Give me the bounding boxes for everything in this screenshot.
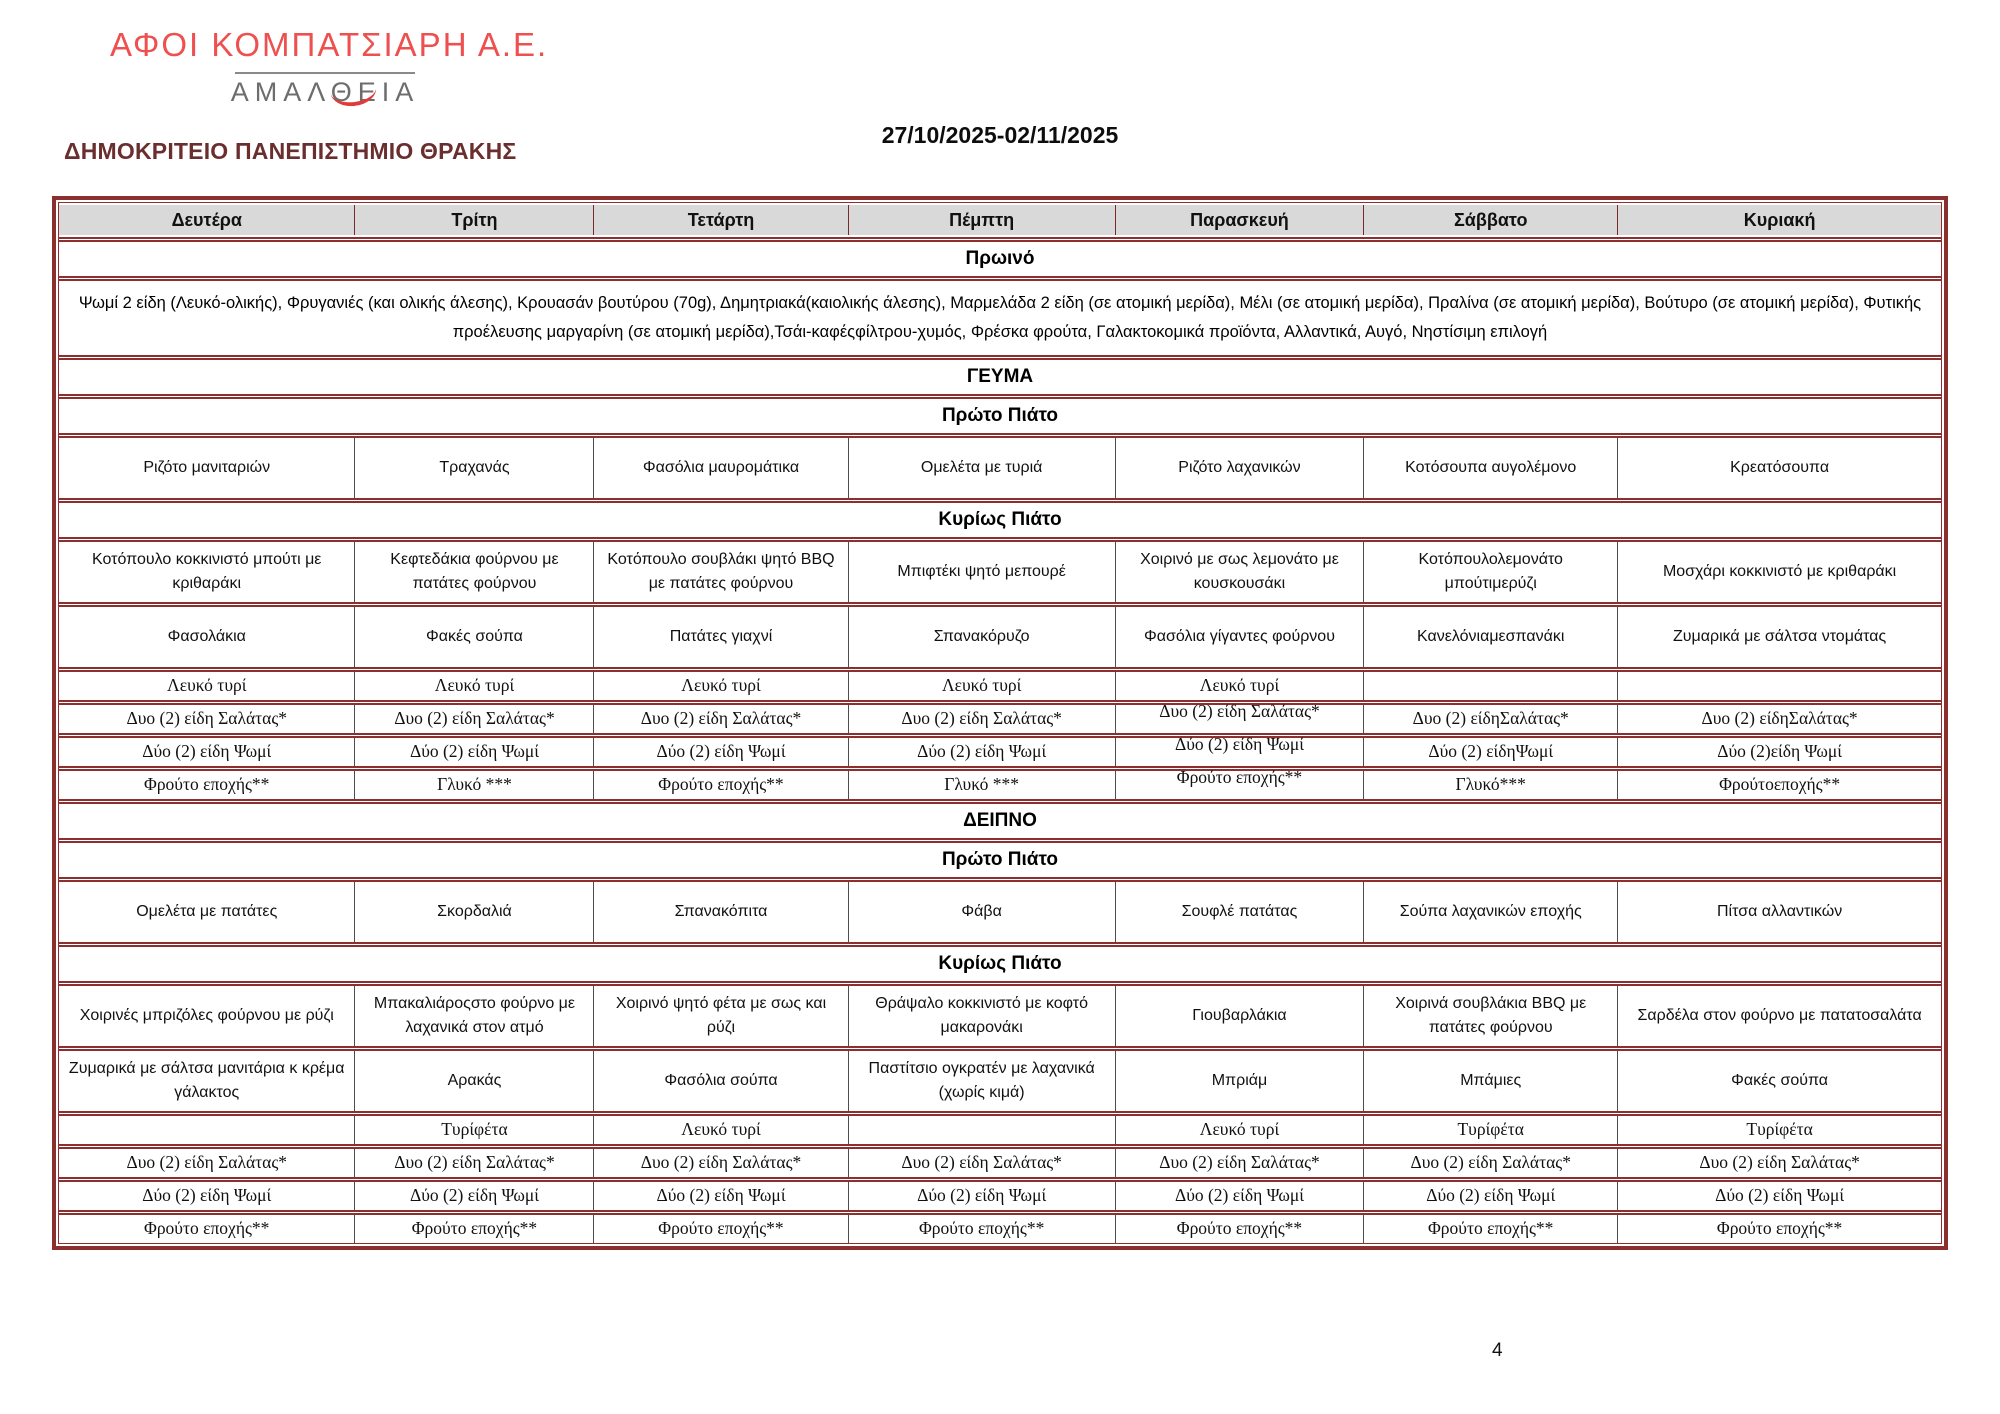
table-cell bbox=[1115, 701, 1363, 733]
cell-text: Ομελέτα με τυριά bbox=[920, 458, 1043, 476]
table-cell bbox=[59, 1051, 354, 1111]
table-cell bbox=[1617, 438, 1941, 498]
cell-text: Δύο (2) είδη Ψωμί bbox=[917, 741, 1047, 762]
cell-text: Φρούτο εποχής** bbox=[144, 1218, 270, 1239]
cell-text: Φρούτο εποχής** bbox=[411, 1218, 538, 1239]
table-cell bbox=[1363, 438, 1617, 498]
table-cell bbox=[1363, 1051, 1617, 1111]
table-cell bbox=[354, 1051, 593, 1111]
table-cell bbox=[354, 705, 593, 733]
table-cell bbox=[848, 607, 1115, 667]
table-cell bbox=[848, 1116, 1115, 1144]
menu-table-body bbox=[58, 202, 1942, 1244]
cell-text: Δυο (2) είδη Σαλάτας* bbox=[1699, 1152, 1860, 1173]
cell-text: Παστίτσιο ογκρατέν με λαχανικά (χωρίς κιμά) bbox=[868, 1059, 1095, 1101]
cell-text: Κοτόσουπα αυγολέμονο bbox=[1405, 458, 1577, 476]
day-header bbox=[59, 205, 354, 235]
section-title: Πρώτο Πιάτο bbox=[59, 843, 1941, 882]
cell-text: Λευκό τυρί bbox=[681, 1119, 761, 1140]
table-row bbox=[59, 734, 1941, 771]
table-cell bbox=[1115, 767, 1363, 799]
table-cell bbox=[1617, 1215, 1941, 1243]
table-cell bbox=[59, 1116, 354, 1144]
cell-text: Σπανακόπιτα bbox=[674, 902, 768, 920]
table-cell bbox=[1363, 882, 1617, 942]
cell-text: Χοιρινές μπριζόλες φούρνου με ρύζι bbox=[79, 1006, 334, 1024]
table-cell bbox=[1115, 734, 1363, 766]
table-cell bbox=[354, 1215, 593, 1243]
table-cell bbox=[1115, 882, 1363, 942]
cell-text: Δυο (2) είδη Σαλάτας* bbox=[1159, 1152, 1320, 1173]
table-cell bbox=[1115, 986, 1363, 1046]
brand-logo bbox=[231, 77, 420, 108]
table-cell bbox=[1617, 771, 1941, 799]
table-cell bbox=[848, 882, 1115, 942]
table-cell bbox=[59, 1182, 354, 1210]
cell-text: Σκορδαλιά bbox=[437, 902, 512, 920]
table-cell bbox=[593, 1182, 847, 1210]
table-cell bbox=[1617, 705, 1941, 733]
cell-text: Φασόλια μαυρομάτικα bbox=[642, 458, 800, 476]
cell-text: Κοτόπουλο κοκκινιστό μπούτι με κριθαράκι bbox=[92, 550, 322, 592]
table-cell bbox=[593, 771, 847, 799]
table-cell bbox=[354, 542, 593, 602]
table-cell bbox=[354, 986, 593, 1046]
cell-text: Δυο (2) είδη Σαλάτας* bbox=[901, 708, 1062, 729]
table-row bbox=[59, 1215, 1941, 1243]
cell-text: Λευκό τυρί bbox=[434, 675, 515, 696]
cell-text: Φρούτοεποχής** bbox=[1719, 774, 1841, 795]
table-row bbox=[59, 1149, 1941, 1182]
cell-text: Φρούτο εποχής** bbox=[918, 1218, 1045, 1239]
table-cell bbox=[1363, 1116, 1617, 1144]
cell-text: Δυο (2) είδη Σαλάτας* bbox=[640, 1152, 802, 1173]
table-cell bbox=[354, 672, 593, 700]
table-row bbox=[59, 1051, 1941, 1116]
cell-text: Δύο (2) είδηΨωμί bbox=[1428, 741, 1554, 762]
table-cell bbox=[59, 438, 354, 498]
table-cell bbox=[59, 882, 354, 942]
table-cell bbox=[593, 986, 847, 1046]
cell-text: Χοιρινό ψητό φέτα με σως και ρύζι bbox=[615, 994, 827, 1036]
table-cell bbox=[848, 738, 1115, 766]
table-cell bbox=[59, 607, 354, 667]
cell-text: Μπακαλιάροςστο φούρνο με λαχανικά στον ατμό bbox=[373, 994, 576, 1036]
day-header bbox=[848, 205, 1115, 235]
day-header bbox=[1115, 205, 1363, 235]
table-row bbox=[59, 882, 1941, 947]
day-header-label: Τρίτη bbox=[451, 209, 498, 230]
table-cell bbox=[1617, 986, 1941, 1046]
table-cell bbox=[593, 1149, 847, 1177]
day-header-label: Δευτέρα bbox=[171, 209, 242, 230]
cell-text: Κανελόνιαμεσπανάκι bbox=[1417, 627, 1565, 645]
cell-text: Φασόλια σούπα bbox=[664, 1071, 778, 1089]
cell-text: Πατάτες γιαχνί bbox=[669, 627, 773, 645]
table-cell bbox=[593, 1116, 847, 1144]
table-row bbox=[59, 438, 1941, 503]
table-cell bbox=[354, 1116, 593, 1144]
cell-text: Χοιρινό με σως λεμονάτο με κουσκουσάκι bbox=[1140, 550, 1339, 592]
table-cell bbox=[848, 672, 1115, 700]
cell-text: Τυρίφέτα bbox=[441, 1119, 508, 1140]
table-cell bbox=[59, 672, 354, 700]
cell-text: Φακές σούπα bbox=[1731, 1071, 1829, 1089]
cell-text: Ζυμαρικά με σάλτσα μανιτάρια κ κρέμα γάλακτος bbox=[68, 1059, 345, 1101]
cell-text: Δύο (2) είδη Ψωμί bbox=[409, 1185, 539, 1206]
table-cell bbox=[593, 738, 847, 766]
table-cell bbox=[1363, 771, 1617, 799]
table-row bbox=[59, 672, 1941, 705]
day-header bbox=[593, 205, 847, 235]
table-cell bbox=[354, 738, 593, 766]
cell-text: Μπάμιες bbox=[1460, 1071, 1522, 1089]
cell-text: Δύο (2) είδη Ψωμί bbox=[142, 1185, 272, 1206]
cell-text: Φρούτο εποχής** bbox=[658, 774, 784, 795]
cell-text: Κοτόπουλολεμονάτο μπούτιμερύζι bbox=[1418, 550, 1563, 592]
cell-text: Δυο (2) είδη Σαλάτας* bbox=[394, 708, 555, 729]
cell-text: Φασολάκια bbox=[167, 627, 246, 645]
day-header bbox=[354, 205, 593, 235]
table-cell bbox=[593, 607, 847, 667]
section-title: Κυρίως Πιάτο bbox=[59, 503, 1941, 542]
table-cell bbox=[1617, 1149, 1941, 1177]
table-cell bbox=[1617, 738, 1941, 766]
cell-text: Φάβα bbox=[961, 902, 1002, 920]
table-cell bbox=[59, 1149, 354, 1177]
cell-text: Ομελέτα με πατάτες bbox=[136, 902, 278, 920]
day-header-label: Σάββατο bbox=[1454, 209, 1528, 230]
cell-text: Δύο (2) είδη Ψωμί bbox=[656, 741, 786, 762]
table-cell bbox=[1617, 607, 1941, 667]
menu-table bbox=[52, 196, 1948, 1250]
cell-text: Ζυμαρικά με σάλτσα ντομάτας bbox=[1672, 627, 1887, 645]
table-row bbox=[59, 986, 1941, 1051]
cell-text: Λευκό τυρί bbox=[681, 675, 761, 696]
cell-text: Πίτσα αλλαντικών bbox=[1717, 902, 1843, 920]
table-row bbox=[59, 607, 1941, 672]
table-cell bbox=[593, 438, 847, 498]
cell-text: Ριζότο μανιταριών bbox=[143, 458, 271, 476]
cell-text: Θράψαλο κοκκινιστό με κοφτό μακαρονάκι bbox=[875, 994, 1089, 1036]
table-cell bbox=[848, 1182, 1115, 1210]
cell-text: Σαρδέλα στον φούρνο με πατατοσαλάτα bbox=[1637, 1006, 1922, 1024]
table-cell bbox=[593, 542, 847, 602]
breakfast-description: Ψωμί 2 είδη (Λευκό-ολικής), Φρυγανιές (και ολικής άλεσης), Κρουασάν βουτύρου (70g), Δημητριακά(καιολικής άλεσης), Μαρμελάδα 2 είδη (σε ατομική μερίδα), Μέλι (σε ατομική μερίδα), Πραλίνα (σε ατομική μερίδα), Βούτυρο (σε ατομική μερίδα), Φυτικής προέλευσης μαργαρίνη (σε ατομική μερίδα),Τσάι-καφέςφίλτρου-χυμός, Φρέσκα φρούτα, Γαλακτοκομικά προϊόντα, Αλλαντικά, Αυγό, Νηστίσιμη επιλογή bbox=[59, 281, 1941, 360]
table-cell bbox=[59, 705, 354, 733]
table-cell bbox=[1115, 1149, 1363, 1177]
cell-text: Λευκό τυρί bbox=[1199, 1119, 1280, 1140]
cell-text: Δύο (2) είδη Ψωμί bbox=[1174, 734, 1304, 755]
table-cell bbox=[59, 1215, 354, 1243]
table-cell bbox=[1617, 672, 1941, 700]
table-cell bbox=[59, 738, 354, 766]
cell-text: Φρούτο εποχής** bbox=[1716, 1218, 1843, 1239]
table-cell bbox=[593, 672, 847, 700]
table-cell bbox=[1115, 1116, 1363, 1144]
cell-text: Δύο (2) είδη Ψωμί bbox=[1715, 1185, 1845, 1206]
cell-text: Δυο (2) είδηΣαλάτας* bbox=[1701, 708, 1858, 729]
cell-text: Γλυκό*** bbox=[1455, 774, 1526, 795]
cell-text: Μοσχάρι κοκκινιστό με κριθαράκι bbox=[1662, 562, 1897, 580]
cell-text: Μπριάμ bbox=[1211, 1071, 1268, 1089]
table-cell bbox=[848, 705, 1115, 733]
section-title: Πρωινό bbox=[59, 242, 1941, 281]
cell-text: Σπανακόρυζο bbox=[933, 627, 1030, 645]
cell-text: Τυρίφέτα bbox=[1746, 1119, 1813, 1140]
cell-text: Δύο (2) είδη Ψωμί bbox=[656, 1185, 786, 1206]
cell-text: Φρούτο εποχής** bbox=[1428, 1218, 1554, 1239]
section-title: Κυρίως Πιάτο bbox=[59, 947, 1941, 986]
table-cell bbox=[848, 542, 1115, 602]
cell-text: Σουφλέ πατάτας bbox=[1181, 902, 1298, 920]
cell-text: Δυο (2) είδη Σαλάτας* bbox=[126, 708, 287, 729]
cell-text: Δύο (2) είδη Ψωμί bbox=[409, 741, 539, 762]
cell-text: Γιουβαρλάκια bbox=[1192, 1006, 1287, 1024]
cell-text: Φακές σούπα bbox=[426, 627, 523, 645]
section-title: ΔΕΙΠΝΟ bbox=[59, 804, 1941, 843]
table-row bbox=[59, 1116, 1941, 1149]
table-row bbox=[59, 1182, 1941, 1215]
brand-name: ΑΜΑΛΘΕΙΑ bbox=[230, 77, 420, 107]
cell-text: Λευκό τυρί bbox=[167, 675, 247, 696]
cell-text: Αρακάς bbox=[447, 1071, 502, 1089]
table-cell bbox=[1115, 1182, 1363, 1210]
table-row bbox=[59, 701, 1941, 738]
table-cell bbox=[1617, 1051, 1941, 1111]
table-cell bbox=[848, 438, 1115, 498]
week-date-range: 27/10/2025-02/11/2025 bbox=[881, 122, 1119, 148]
cell-text: Δύο (2) είδη Ψωμί bbox=[1426, 1185, 1556, 1206]
table-cell bbox=[1363, 705, 1617, 733]
table-cell bbox=[593, 1051, 847, 1111]
cell-text: Κρεατόσουπα bbox=[1730, 458, 1830, 476]
cell-text: Δυο (2) είδη Σαλάτας* bbox=[1410, 1152, 1571, 1173]
cell-text: Φασόλια γίγαντες φούρνου bbox=[1144, 627, 1335, 645]
cell-text: Λευκό τυρί bbox=[941, 675, 1022, 696]
cell-text: Δυο (2) είδη Σαλάτας* bbox=[126, 1152, 287, 1173]
cell-text: Χοιρινά σουβλάκια BBQ με πατάτες φούρνου bbox=[1395, 994, 1587, 1036]
cell-text: Ριζότο λαχανικών bbox=[1178, 458, 1301, 476]
table-cell bbox=[1363, 738, 1617, 766]
table-cell bbox=[1617, 1182, 1941, 1210]
cell-text: Δυο (2) είδηΣαλάτας* bbox=[1412, 708, 1569, 729]
day-header-label: Παρασκευή bbox=[1190, 209, 1289, 230]
table-cell bbox=[1363, 1149, 1617, 1177]
cell-text: Δύο (2) είδη Ψωμί bbox=[142, 741, 272, 762]
cell-text: Φρούτο εποχής** bbox=[658, 1218, 784, 1239]
table-cell bbox=[593, 1215, 847, 1243]
cell-text: Δυο (2) είδη Σαλάτας* bbox=[1159, 701, 1320, 722]
table-cell bbox=[59, 771, 354, 799]
cell-text: Φρούτο εποχής** bbox=[144, 774, 270, 795]
table-row bbox=[59, 767, 1941, 804]
table-cell bbox=[59, 542, 354, 602]
table-cell bbox=[1115, 1051, 1363, 1111]
company-name: ΑΦΟΙ ΚΟΜΠΑΤΣΙΑΡΗ Α.Ε. bbox=[110, 26, 549, 63]
table-cell bbox=[848, 1149, 1115, 1177]
day-header-label: Τετάρτη bbox=[687, 209, 755, 230]
university-title: ΔΗΜΟΚΡΙΤΕΙΟ ΠΑΝΕΠΙΣΤΗΜΙΟ ΘΡΑΚΗΣ bbox=[64, 138, 517, 164]
company-logo bbox=[110, 26, 549, 108]
cell-text: Τυρίφέτα bbox=[1457, 1119, 1524, 1140]
cell-text: Μπιφτέκι ψητό μεπουρέ bbox=[897, 562, 1066, 580]
table-cell bbox=[1115, 1215, 1363, 1243]
cell-text: Δύο (2)είδη Ψωμί bbox=[1717, 741, 1842, 762]
cell-text: Γλυκό *** bbox=[437, 774, 512, 795]
cell-text: Σούπα λαχανικών εποχής bbox=[1399, 902, 1582, 920]
table-cell bbox=[354, 771, 593, 799]
table-cell bbox=[1115, 438, 1363, 498]
table-cell bbox=[1363, 542, 1617, 602]
cell-text: Φρούτο εποχής** bbox=[1176, 1218, 1303, 1239]
cell-text: Τραχανάς bbox=[439, 458, 510, 476]
table-cell bbox=[1115, 542, 1363, 602]
table-cell bbox=[1617, 882, 1941, 942]
table-cell bbox=[59, 986, 354, 1046]
cell-text: Λευκό τυρί bbox=[1199, 675, 1280, 696]
cell-text: Δυο (2) είδη Σαλάτας* bbox=[901, 1152, 1062, 1173]
table-cell bbox=[1363, 1215, 1617, 1243]
table-cell bbox=[1363, 986, 1617, 1046]
cell-text: Δύο (2) είδη Ψωμί bbox=[917, 1185, 1047, 1206]
table-cell bbox=[1617, 542, 1941, 602]
day-header-label: Πέμπτη bbox=[949, 209, 1015, 230]
table-cell bbox=[1617, 1116, 1941, 1144]
table-cell bbox=[354, 438, 593, 498]
section-title: Πρώτο Πιάτο bbox=[59, 399, 1941, 438]
cell-text: Κοτόπουλο σουβλάκι ψητό BBQ με πατάτες φούρνου bbox=[607, 550, 835, 592]
table-cell bbox=[848, 1215, 1115, 1243]
logo-divider bbox=[235, 72, 415, 74]
table-cell bbox=[593, 705, 847, 733]
table-cell bbox=[1115, 672, 1363, 700]
section-title: ΓΕΥΜΑ bbox=[59, 360, 1941, 399]
cell-text: Γλυκό *** bbox=[944, 774, 1020, 795]
cell-text: Φρούτο εποχής** bbox=[1176, 767, 1303, 788]
cell-text: Δυο (2) είδη Σαλάτας* bbox=[640, 708, 802, 729]
table-cell bbox=[1363, 1182, 1617, 1210]
table-cell bbox=[354, 607, 593, 667]
cell-text: Κεφτεδάκια φούρνου με πατάτες φούρνου bbox=[390, 550, 559, 592]
table-cell bbox=[354, 882, 593, 942]
table-cell bbox=[848, 986, 1115, 1046]
page-number: 4 bbox=[1492, 1340, 1503, 1361]
table-cell bbox=[848, 1051, 1115, 1111]
table-cell bbox=[1363, 672, 1617, 700]
day-header bbox=[1617, 205, 1941, 235]
table-cell bbox=[593, 882, 847, 942]
day-header-label: Κυριακή bbox=[1743, 209, 1816, 230]
cell-text: Δυο (2) είδη Σαλάτας* bbox=[394, 1152, 555, 1173]
table-cell bbox=[1115, 607, 1363, 667]
cell-text: Δύο (2) είδη Ψωμί bbox=[1174, 1185, 1304, 1206]
table-cell bbox=[1363, 607, 1617, 667]
table-cell bbox=[354, 1149, 593, 1177]
day-header-row bbox=[59, 203, 1941, 242]
table-cell bbox=[354, 1182, 593, 1210]
day-header bbox=[1363, 205, 1617, 235]
table-row bbox=[59, 542, 1941, 607]
table-cell bbox=[848, 771, 1115, 799]
